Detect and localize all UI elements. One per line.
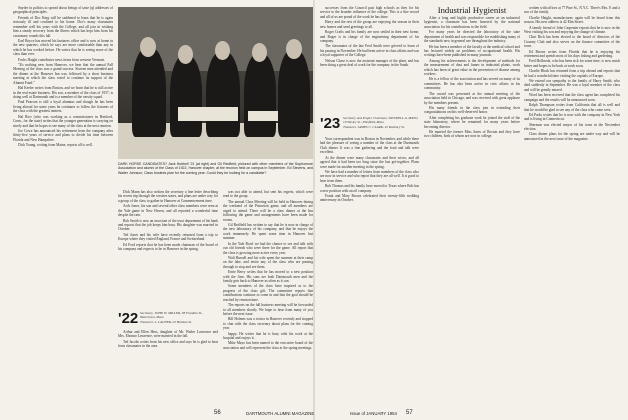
left-page-number: 56 [214,410,221,416]
right-column-4-lower [320,137,419,407]
paragraph: Class dinner plans for the spring are under way and will be announced in the next issue of the magazine. [524,132,620,141]
left-column-2-lower [118,330,218,407]
paragraph: Frank and Mary Brown celebrated their twenty-fifth wedding anniversary in October. [320,194,419,203]
class-year-23: '23 [320,115,341,132]
paragraph: Fred Holbrook, who has been sick for some time, is now much better and hopes to be back at work soon. [524,59,620,68]
year-22-secretary: Secretary, JOHN W. MILLER, 58 Franklin St., Watertown, Mass. [140,311,203,320]
paragraph: Arch Jones, his son and several other class members were seen at the Yale game in New Haven, and all reported a wonderful time despite the rain. [118,204,218,218]
paragraph: He is a fellow of the association and has served on many of its committees. He has also been active in civic affairs in his community. [424,77,520,91]
paragraph: His many friends in the class join in extending their congratulations on this well-deserved honor. [424,105,520,115]
paragraph: Joe Cowe has announced his retirement from the company after thirty-five years of service and plans to divide his time between Florida and New Hampshire. [13,128,113,142]
paragraph: In the Yale Bowl we had the chance to see and talk with our old friends who were there for the game. All report that the class is growing more active every year. [223,241,313,255]
year-23-secretary: Secretary and Proper Chairman, WENDELL A. MAYO, 19 Wesley St., Pittsfield, Mass. [343,116,419,125]
paragraph: Bob Thomas and his family have moved to Texas where Bob has a new position with an oil company. [320,184,419,193]
paragraph: Hal Rice (who was working as a commissioner in Hartford, Conn., for the state) writes that the younger generation is carrying on nicely and that he hopes to see many of the class at the next reunion. [13,114,113,128]
paragraph: Bob Smith is now an associate of the trust department of his bank and reports that the job keeps him busy. His daughter was married in October. [118,218,218,232]
paragraph: Mike Mayo has been named to the executive board of the association and will represent the class at the spring meetings. [223,341,313,350]
paragraph: Hal Keeler writes from Boston, and we learn that he is still active in the real estate business. His son, a member of the class of 1957, is doing well at Dartmouth and is a member of the varsity squad. [13,86,113,100]
paragraph: After a long and highly productive career as an industrial hygienist, a classmate has been honored by the national association for his contributions to the field. [424,16,520,29]
paragraph: Roger Crafts and his family are now settled in their new home, and Roger is in charge of the engineering department of his company. [320,30,419,43]
paragraph: Clint Rich has been elected to the board of directors of the Country Club and also serves on the finance committee of the town. [524,35,620,49]
paragraph: written with offices at 77 Pine St., N.Y.C. There's Mrs. E and a son of the family. [524,6,620,15]
paragraph: Ed Ford reports that he has been made chairman of the board of his company and expects to be in Hanover in the spring. [118,242,218,251]
right-column-4-upper [320,6,419,114]
paragraph: Arthur and Ellen Hess, daughter of Mr. Walter Lawrence and Mrs. Eleanor Lawrence, were married in the fall. [118,330,218,339]
left-column-3 [223,190,313,407]
year-23-treasurer: Treasurer, JAMES C. CLARK, 45 Roxbury St. [343,125,405,129]
paragraph: Ted Jones and his wife have recently returned from a trip to Europe where they visited England, France and Switzerland. [118,232,218,242]
left-column-2-upper [118,190,218,310]
left-footer-label: DARTMOUTH ALUMNI MAGAZINE [246,411,315,416]
paragraph: Word has been received that the class agent has completed his campaign and the results will be announced soon. [524,93,620,102]
paragraph: Among his achievements is the development of methods for the measurement of dust and fumes in industrial plants, work which has been of great value in the prevention of disease among workers. [424,58,520,77]
paragraph: Dick Mann has also written the secretary a fine letter describing his recent trip through the western states, and plans are under way for a group of the class to gather in Hanover at Commencement time. [118,190,218,203]
paragraph: He has been a member of the faculty at the medical school and has lectured widely on problems of occupational health. His writings have been published in many journals. [424,44,520,58]
paragraph: He married the former Miss Jones of Boston and they have two children, both of whom are now in college. [424,130,520,139]
paragraph: Walt Russell and his wife spent the summer at their camp on the lake, and invite any of the class who are passing through to stop and see them. [223,255,313,269]
paragraph: Earl Boyce has moved his business office and is now at home in the new quarters, which he says are more comfortable than any in which he has worked before. He writes that he is seeing more of the class than ever. [13,38,113,57]
paragraph: Sherman was elected mayor of his town in the November election. [524,122,620,132]
paragraph: Harry and the rest of the group are enjoying the season in their new homes and send greetings to all. [320,20,419,29]
paragraph: Fuchs Haight contributes news items from western Vermont. [18,57,106,62]
paragraph: Snyder in politics to spread about beings of taste (q) addresses of geographical principles. [13,6,113,15]
page-gutter [313,0,315,420]
paragraph: The classmates of the late Fred Smith were grieved to learn of his passing in November. He had been active in class affairs and was a loyal supporter of the College. [320,44,419,58]
right-page-number: 57 [406,410,413,416]
year-22-treasurer: Treasurer, L. LAUNER, 23 Holman St. [140,320,193,324]
paragraph: Gil Redfield has written to say that he is now in charge of the new laboratory of his company, and that he enjoys the work immensely. He spent some time in Hanover last summer. [223,222,313,241]
class-year-22: '22 [118,310,139,327]
paragraph: Nelson Chase is now the assistant manager of the plant, and has been doing a great deal of work for the company in the South. [320,58,419,67]
paragraph: "It's nothing new from Hanover, we hear that the annual Fall Meeting of the class was a grand success. Sixteen men attended and the dinner at the Hanover Inn was followed by a short business meeting at which the class voted to continue its support of the Alumni Fund." [13,63,113,85]
photo-caption: DARK HORSE CANDIDATES? Jack Hubbell '21 (at right) and Gil Redfield, pictured with other members of the Sophomore Association and alumni of the Class of 1922, Hanover chapter, at the reunion held on campus in September. Ed Stevens, and Walter Johnson; Class trustees plan for the coming year. Could they be looking for a candidate? [118,162,313,175]
paragraph: was not able to attend, but sent his regrets, which were read to the group. [223,190,313,199]
paragraph: Charlie Haight, manufacturer, again will be heard from this season. His new address is 42 Elm Street. [524,15,620,25]
paragraph: successes from the Council past high schools as they for his service to the broader influence of the college. This is a fine record and all of us are proud of the work he has done. [320,6,419,19]
paragraph: We have had a number of letters from members of the class who are now in service and who report that they are all well. It is good to hear from them. [320,169,419,183]
paragraph: Bill Holmes was a visitor in Hanover recently and stopped to chat with the class secretary about plans for the coming year. [223,317,313,331]
paragraph: Charlie Black has returned from a trip abroad and reports that he had a wonderful time visiting the capitals of Europe. [524,69,620,78]
right-column-5 [424,16,520,407]
paragraph: The award was presented at the annual meeting of the association held in Chicago, and was received with great applause by the members present. [424,91,520,105]
paragraph: The annual Class Meeting will be held in Hanover during the weekend of the Princeton game, and all members are urged to attend. There will be a class dinner at the Inn following the game and arrangements have been made for rooms. [223,199,313,222]
paragraph: After completing his graduate work he joined the staff of the state laboratory, where he remained for many years before becoming director. [424,115,520,129]
paragraph: Ralph Thompson writes from California that all is well and that he would be glad to see any of the class who come west. [524,103,620,112]
paragraph: Some members of the class have inquired as to the progress of the class gift. The committee reports that contributions continue to come in and that the goal should be reached by reunion time. [223,284,313,302]
paragraph: A family friend of John Carpenter reports that he is now in the West visiting his son and enjoying the change of climate. [524,25,620,35]
paragraph: Dick Young, writing from Maine, reports all is well. [18,143,93,148]
paragraph: At the dinner were many classmates and their wives, and all agreed that it had been too long since the last get-together. Plans were made for another meeting in the spring. [320,155,419,169]
headline-industrial-hygienist: Industrial Hygienist [437,5,507,15]
class-photo [118,7,313,159]
right-footer-label: Issue of JANUARY 1954 [350,411,397,416]
paragraph: Paul Pearson is still a loyal alumnus and though he has been living abroad for some years he continues to follow the fortunes of the class with the greatest interest. [13,100,113,114]
paragraph: Friends of Doc King will be saddened to learn that he is again seriously ill and confined to his home. Doc's many classmates remember well his years with the College, and all join in wishing him a steady recovery from the illness which has kept him from his customary rounds this fall. [13,15,113,38]
paragraph: Ed Brown writes from Florida that he is enjoying his retirement and spends most of his days fishing and gardening. [524,49,620,59]
paragraph: We extend our sympathy to the family of Harry Smith, who died suddenly in September. He was a loyal member of the class and will be greatly missed. [524,79,620,92]
paragraph: Ernie Berry writes that he has moved to a new position with the firm. His sons are both Dartmouth men and the family gets back to Hanover as often as it can. [223,270,313,284]
right-column-6 [524,6,620,407]
paragraph: happy. He writes that he is busy with his work at the hospital and enjoys it. [223,331,313,341]
paragraph: Ted Jacobs writes from his new office and says he is glad to hear from classmates in the area. [118,339,218,349]
paragraph: For many years he directed the laboratory of the state department of health and was responsible for establishing many of the standards now in general use throughout the industry. [424,30,520,44]
paragraph: The reports on the fall business meeting will be forwarded to all members shortly. We hope to hear from many of you before the next issue. [223,303,313,317]
paragraph: Ed Parks writes that he is now with the company in New York and is living in Connecticut. [524,112,620,122]
paragraph: Your correspondent was in Boston in November, and while there had the pleasure of seeing a number of the class at the Dartmouth Club dinner. It was a fine gathering and the food and talk were excellent. [320,137,419,155]
left-column-1 [13,6,113,397]
